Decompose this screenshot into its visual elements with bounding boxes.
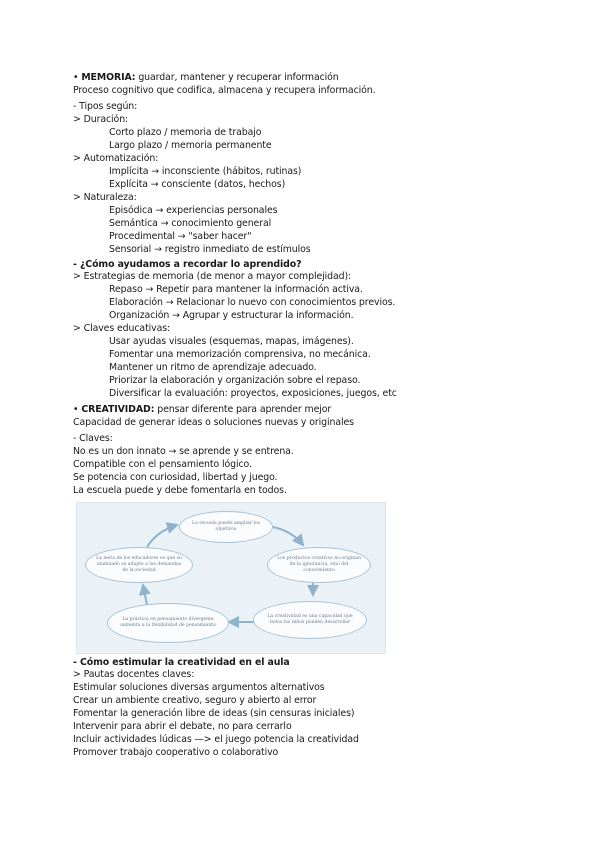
arrow	[143, 585, 147, 605]
list-item: Compatible con el pensamiento lógico.	[73, 459, 252, 470]
list-item: Estimular soluciones diversas argumentos alternativos	[73, 682, 325, 693]
naturaleza-label: > Naturaleza:	[73, 192, 137, 203]
memoria-definition: Proceso cognitivo que codifica, almacena y recupera información.	[73, 85, 376, 96]
arrow	[273, 527, 303, 545]
list-item: No es un don innato → se aprende y se entrena.	[73, 446, 294, 457]
tipos-label: - Tipos según:	[73, 101, 138, 112]
creativity-cycle-diagram	[76, 502, 386, 654]
list-item: Incluir actividades lúdicas —> el juego potencia la creatividad	[73, 734, 359, 745]
cycle-node: La escuela puede ampliar los objetivos	[179, 511, 273, 543]
list-item: Organización → Agrupar y estructurar la información.	[109, 310, 354, 321]
list-item: Episódica → experiencias personales	[109, 205, 278, 216]
list-item: Largo plazo / memoria permanente	[109, 140, 272, 151]
list-item: Promover trabajo cooperativo o colaborativo	[73, 747, 279, 758]
arrow	[147, 525, 177, 547]
creatividad-definition: Capacidad de generar ideas o soluciones nuevas y originales	[73, 417, 354, 428]
cycle-node: La meta de los educadores es que su alumnado se adapte a las demandas de la sociedad	[85, 547, 193, 583]
list-item: Mantener un ritmo de aprendizaje adecuado.	[109, 362, 317, 373]
claves-label: - Claves:	[73, 433, 113, 444]
memoria-subtitle: guardar, mantener y recuperar información	[135, 72, 339, 83]
creatividad-title: CREATIVIDAD:	[81, 404, 155, 415]
estimular-heading: - Cómo estimular la creatividad en el aula	[73, 657, 290, 668]
cycle-node: Los productos creativos no originan de la ignorancia, sino del conocimiento	[267, 547, 371, 583]
list-item: Fomentar una memorización comprensiva, no mecánica.	[109, 349, 371, 360]
list-item: Se potencia con curiosidad, libertad y juego.	[73, 472, 278, 483]
list-item: Explícita → consciente (datos, hechos)	[109, 179, 286, 190]
recordar-heading: - ¿Cómo ayudamos a recordar lo aprendido?	[73, 259, 302, 270]
list-item: Priorizar la elaboración y organización sobre el repaso.	[109, 375, 361, 386]
automatizacion-label: > Automatización:	[73, 153, 159, 164]
memoria-heading: • MEMORIA: guardar, mantener y recuperar información	[73, 72, 339, 83]
list-item: Sensorial → registro inmediato de estímulos	[109, 244, 311, 255]
list-item: Semántica → conocimiento general	[109, 218, 272, 229]
list-item: La escuela puede y debe fomentarla en todos.	[73, 485, 287, 496]
list-item: Crear un ambiente creativo, seguro y abierto al error	[73, 695, 317, 706]
duracion-label: > Duración:	[73, 114, 129, 125]
list-item: Diversificar la evaluación: proyectos, exposiciones, juegos, etc	[109, 388, 397, 399]
list-item: Usar ayudas visuales (esquemas, mapas, imágenes).	[109, 336, 354, 347]
estrategias-label: > Estrategias de memoria (de menor a mayor complejidad):	[73, 271, 352, 282]
cycle-node: La creatividad es una capacidad que todos los niños pueden desarrollar	[253, 601, 367, 639]
list-item: Corto plazo / memoria de trabajo	[109, 127, 262, 138]
list-item: Elaboración → Relacionar lo nuevo con conocimientos previos.	[109, 297, 396, 308]
memoria-title: MEMORIA:	[81, 72, 136, 83]
cycle-node: La práctica en pensamiento divergente aumenta a la flexibilidad de pensamiento	[107, 603, 229, 643]
list-item: Intervenir para abrir el debate, no para cerrarlo	[73, 721, 292, 732]
list-item: Fomentar la generación libre de ideas (sin censuras iniciales)	[73, 708, 355, 719]
creatividad-subtitle: pensar diferente para aprender mejor	[154, 404, 332, 415]
list-item: Repaso → Repetir para mantener la información activa.	[109, 284, 363, 295]
pautas-label: > Pautas docentes claves:	[73, 669, 195, 680]
list-item: Procedimental → "saber hacer"	[109, 231, 252, 242]
claves-educativas-label: > Claves educativas:	[73, 323, 171, 334]
list-item: Implícita → inconsciente (hábitos, rutinas)	[109, 166, 302, 177]
creatividad-heading: • CREATIVIDAD: pensar diferente para aprender mejor	[73, 404, 332, 415]
